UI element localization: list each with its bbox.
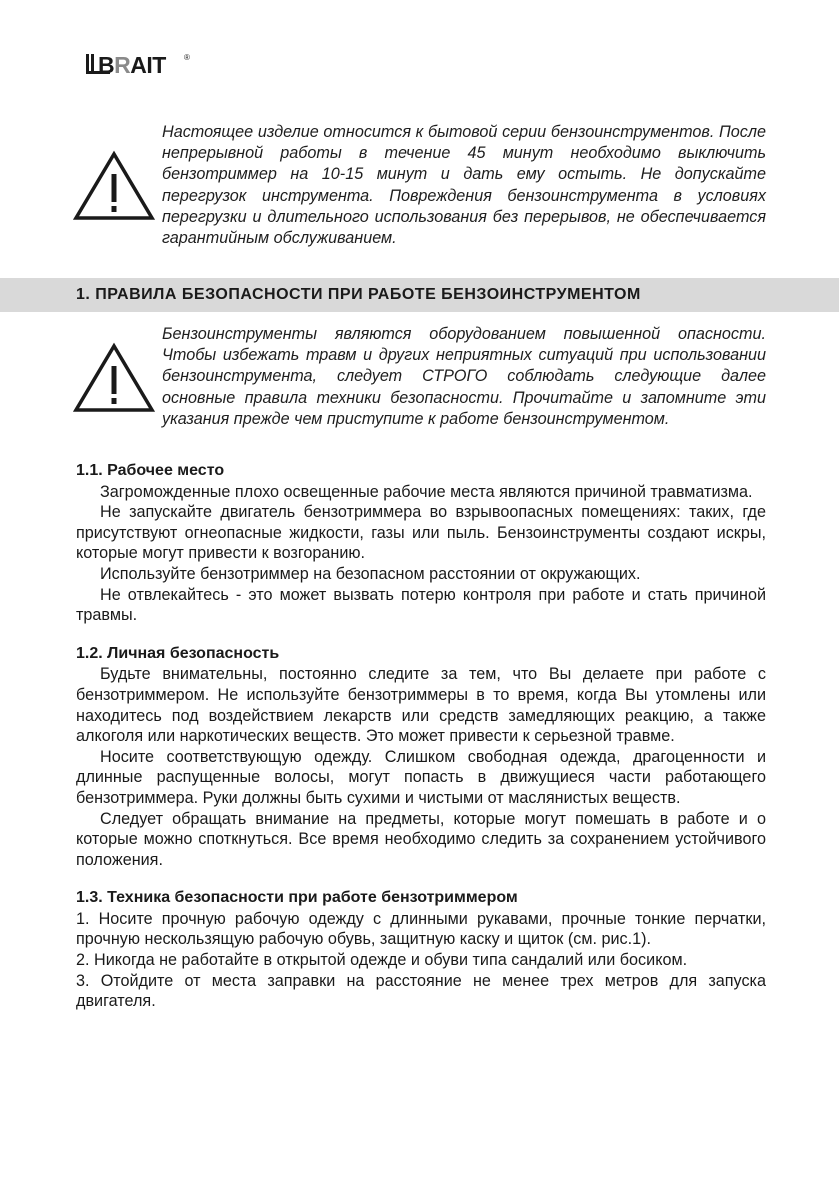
list-item: 3. Отойдите от места заправки на расстояние не менее трех метров для запуска двигателя. bbox=[76, 971, 766, 1011]
list-item: 1. Носите прочную рабочую одежду с длинными рукавами, прочные тонкие перчатки, прочную нескользящую рабочую обувь, защитную каску и щиток (см. рис.1). bbox=[76, 909, 766, 949]
warning-text: Настоящее изделие относится к бытовой серии бензоинструментов. После непрерывной работы в течение 45 минут необходимо выключить бензотриммер на 10-15 минут и дать ему остыть. Не допускайте перегрузок инструмента. Повреждения бензоинструмента в условиях перегрузки и длительного использования без перерывов, не обеспечивается гарантийным обслуживанием. bbox=[162, 123, 766, 248]
subsection-title: 1.1. Рабочее место bbox=[76, 462, 225, 479]
paragraph: Не запускайте двигатель бензотриммера во взрывоопасных помещениях: таких, где присутствуют огнеопасные жидкости, газы или пыль. Бензоинструменты создают искры, которые могут привести к возгоранию. bbox=[76, 503, 766, 563]
warning-block bbox=[72, 122, 772, 249]
brait-logo-icon bbox=[86, 52, 204, 76]
svg-text:BRAIT: BRAIT bbox=[98, 52, 166, 76]
subsection-trimmer-safety bbox=[76, 888, 766, 1012]
subsection-title: 1.2. Личная безопасность bbox=[76, 644, 280, 662]
subsection-personal-safety bbox=[76, 644, 766, 871]
document-body bbox=[76, 461, 766, 1030]
warning-triangle-icon bbox=[72, 122, 158, 249]
warning-block bbox=[72, 324, 772, 430]
subsection-workplace bbox=[76, 461, 766, 626]
section-header bbox=[0, 278, 839, 312]
list-item: 2. Никогда не работайте в открытой одежде и обуви типа сандалий или босиком. bbox=[76, 951, 688, 970]
paragraph: Будьте внимательны, постоянно следите за тем, что Вы делаете при работе с бензотриммером. Не используйте бензотриммеры в то время, когда Вы утомлены или находитесь под воздействием лекарств или средств замедляющих реакцию, а также алкоголя или наркотических веществ. Это может привести к серьезной травме. bbox=[76, 665, 766, 746]
svg-text:®: ® bbox=[184, 53, 190, 62]
paragraph: Используйте бензотриммер на безопасном расстоянии от окружающих. bbox=[100, 564, 641, 583]
paragraph: Носите соответствующую одежду. Слишком свободная одежда, драгоценности и длинные распущенные волосы, могут попасть в движущиеся части работающего бензотриммера. Руки должны быть сухими и чистыми от маслянистых веществ. bbox=[76, 747, 766, 807]
subsection-title: 1.3. Техника безопасности при работе бензотриммером bbox=[76, 889, 518, 907]
warning-text: Бензоинструменты являются оборудованием повышенной опасности. Чтобы избежать травм и других неприятных ситуаций при использовании бензоинструмента, следует СТРОГО соблюдать следующие далее основные правила техники безопасности. Прочитайте и запомните эти указания прежде чем приступите к работе бензоинструментом. bbox=[162, 325, 766, 428]
paragraph: Загроможденные плохо освещенные рабочие места являются причиной травматизма. bbox=[100, 482, 753, 501]
paragraph: Не отвлекайтесь - это может вызвать потерю контроля при работе и стать причиной травмы. bbox=[76, 585, 766, 625]
paragraph: Следует обращать внимание на предметы, которые могут помешать в работе и о которые можно споткнуться. Все время необходимо следить за сохранением устойчивого положения. bbox=[76, 809, 766, 869]
warning-triangle-icon bbox=[72, 324, 158, 430]
brand-logo bbox=[86, 52, 204, 76]
section-title: 1. ПРАВИЛА БЕЗОПАСНОСТИ ПРИ РАБОТЕ БЕНЗОИНСТРУМЕНТОМ bbox=[76, 286, 641, 303]
